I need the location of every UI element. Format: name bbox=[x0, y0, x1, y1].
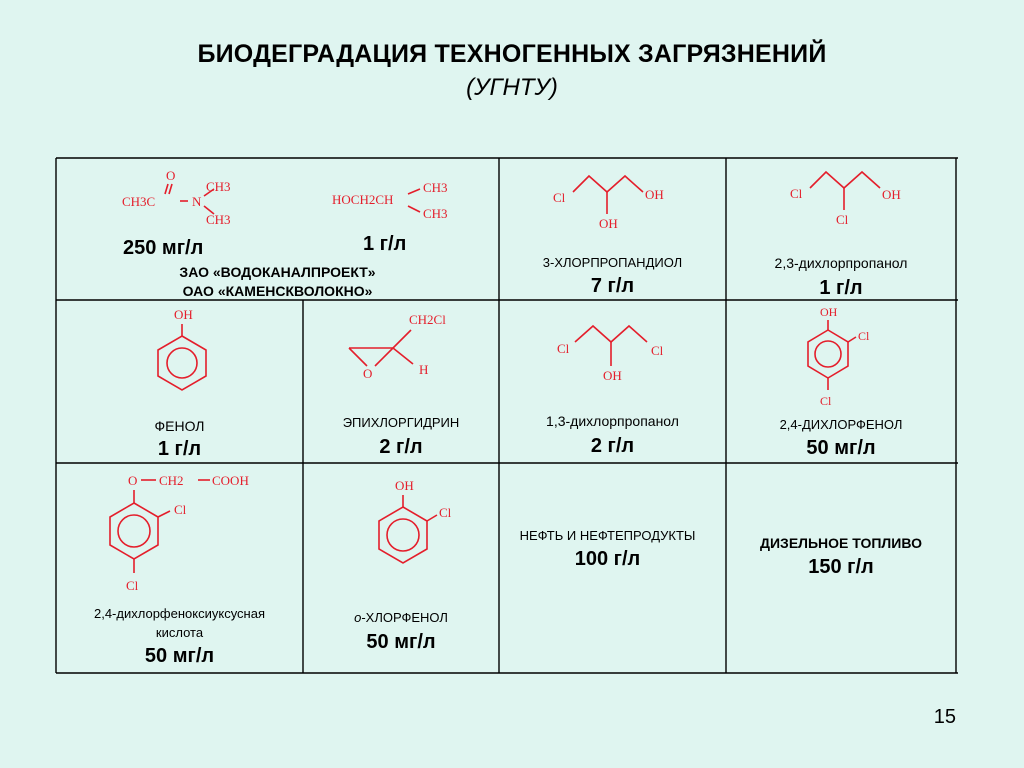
dcp13-value: 2 г/л bbox=[590, 435, 635, 457]
dcp23-value: 1 г/л bbox=[819, 277, 863, 299]
atom-ch3-b: CH3 bbox=[423, 206, 448, 221]
diesel-name: ДИЗЕЛЬНОЕ ТОПЛИВО bbox=[760, 535, 922, 551]
oil-name: НЕФТЬ И НЕФТЕПРОДУКТЫ bbox=[519, 528, 696, 543]
dcpaa-structure bbox=[96, 469, 286, 601]
atom-cooh: COOH bbox=[212, 473, 249, 488]
chloropropanediol-name: 3-ХЛОРПРОПАНДИОЛ bbox=[542, 255, 683, 270]
atom-cl-1: Cl bbox=[174, 502, 187, 517]
cell-o-chlorophenol bbox=[303, 463, 499, 673]
atom-cl-2: Cl bbox=[651, 343, 664, 358]
atom-o: O bbox=[363, 366, 373, 381]
dcphenol-name: 2,4-ДИХЛОРФЕНОЛ bbox=[779, 417, 903, 432]
cell-phenol bbox=[56, 300, 303, 463]
dcpaa-name-line1: 2,4-дихлорфеноксиуксусная bbox=[93, 606, 265, 621]
epichlorohydrin-name: ЭПИХЛОРГИДРИН bbox=[342, 415, 460, 430]
atom-hoch2ch: HOCH2CH bbox=[332, 192, 394, 207]
isobutanol-structure bbox=[328, 176, 468, 228]
isobutanol-value: 1 г/л bbox=[363, 233, 407, 255]
atom-oh: OH bbox=[603, 368, 622, 383]
atom-ch3-a: CH3 bbox=[206, 179, 231, 194]
cell-1-3-dichloropropanol bbox=[499, 300, 726, 463]
atom-cl-2: Cl bbox=[836, 212, 849, 227]
page-number: 15 bbox=[933, 706, 956, 728]
o-prefix: о bbox=[354, 610, 362, 625]
org-kamenskvolokno: ОАО «КАМЕНСКВОЛОКНО» bbox=[182, 283, 373, 299]
cell-2-4-dichlorophenol bbox=[726, 300, 956, 463]
atom-cl-1: Cl bbox=[790, 186, 803, 201]
dcpaa-name-line2: кислота bbox=[155, 625, 204, 640]
page-title: БИОДЕГРАДАЦИЯ ТЕХНОГЕННЫХ ЗАГРЯЗНЕНИЙ bbox=[197, 40, 827, 68]
phenol-value: 1 г/л bbox=[157, 438, 202, 460]
cell-dmac-isobutanol bbox=[56, 158, 499, 300]
atom-ch3-b: CH3 bbox=[206, 212, 231, 227]
atom-o: O bbox=[166, 168, 176, 183]
diesel-value: 150 г/л bbox=[808, 556, 874, 578]
atom-h: H bbox=[419, 362, 429, 377]
atom-oh-2: OH bbox=[599, 216, 618, 231]
dcphenol-structure bbox=[792, 302, 892, 414]
atom-oh: OH bbox=[882, 187, 901, 202]
o-chlorophenol-name bbox=[303, 609, 499, 626]
atom-cl: Cl bbox=[553, 190, 566, 205]
atom-ch2: CH2 bbox=[159, 473, 184, 488]
cell-diesel bbox=[726, 463, 956, 673]
epichlorohydrin-value: 2 г/л bbox=[379, 436, 423, 458]
atom-n: N bbox=[192, 194, 202, 209]
atom-cl: Cl bbox=[439, 505, 452, 520]
atom-oh-1: OH bbox=[645, 187, 664, 202]
cell-oil bbox=[499, 463, 726, 673]
dcp23-structure bbox=[786, 164, 926, 236]
atom-o: O bbox=[128, 473, 138, 488]
dcpaa-value: 50 мг/л bbox=[144, 645, 215, 667]
chloropropanediol-structure bbox=[549, 166, 689, 238]
dcp23-name: 2,3-дихлорпропанол bbox=[774, 255, 908, 271]
o-chlorophenol-name-rest: -ХЛОРФЕНОЛ bbox=[361, 610, 448, 625]
cell-3-chloropropanediol bbox=[499, 158, 726, 300]
atom-ch2cl: CH2Cl bbox=[409, 312, 446, 327]
page-subtitle: (УГНТУ) bbox=[466, 74, 558, 101]
atom-ch3-a: CH3 bbox=[423, 180, 448, 195]
cell-2-3-dichloropropanol bbox=[726, 158, 956, 300]
o-chlorophenol-structure bbox=[365, 475, 475, 575]
chloropropanediol-value: 7 г/л bbox=[590, 275, 635, 297]
atom-cl-2: Cl bbox=[820, 394, 832, 408]
o-chlorophenol-value: 50 мг/л bbox=[366, 631, 436, 653]
atom-cl-1: Cl bbox=[557, 341, 570, 356]
atom-oh: OH bbox=[395, 478, 414, 493]
org-vodokanalproekt: ЗАО «ВОДОКАНАЛПРОЕКТ» bbox=[179, 264, 376, 280]
atom-ch3c: CH3C bbox=[122, 194, 156, 209]
dmac-value: 250 мг/л bbox=[123, 237, 204, 259]
dimethylacetamide-structure bbox=[118, 164, 278, 236]
dcp13-name: 1,3-дихлорпропанол bbox=[546, 413, 679, 429]
dcp13-structure bbox=[549, 316, 689, 392]
atom-oh: OH bbox=[174, 307, 193, 322]
phenol-name: ФЕНОЛ bbox=[154, 418, 205, 434]
cell-epichlorohydrin bbox=[303, 300, 499, 463]
oil-value: 100 г/л bbox=[574, 548, 641, 570]
phenol-structure bbox=[142, 304, 222, 396]
atom-cl-2: Cl bbox=[126, 578, 139, 593]
cell-2-4-d-acid bbox=[56, 463, 303, 673]
atom-cl-1: Cl bbox=[858, 329, 870, 343]
atom-oh: OH bbox=[820, 305, 838, 319]
epichlorohydrin-structure bbox=[343, 308, 483, 388]
dcphenol-value: 50 мг/л bbox=[806, 437, 876, 459]
